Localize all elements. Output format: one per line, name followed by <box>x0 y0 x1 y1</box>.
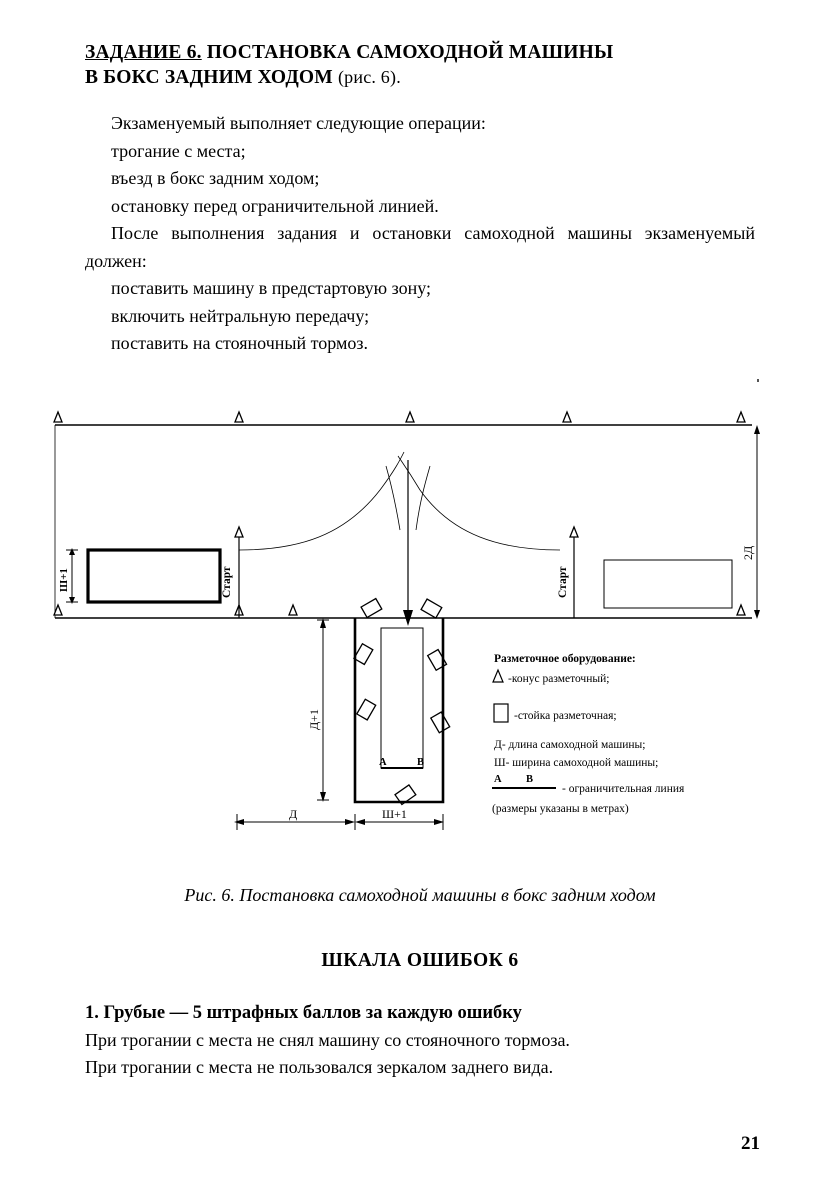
label-width-left: Ш+1 <box>58 568 70 592</box>
page-content <box>85 40 755 358</box>
figure-reference: (рис. 6). <box>337 67 401 87</box>
legend-cone: -конус разметочный; <box>508 673 610 685</box>
scale-title: ШКАЛА ОШИБОК 6 <box>321 950 519 971</box>
errors-section <box>85 1000 755 1081</box>
error-item: При трогании с места не пользовался зеркалом заднего вида. <box>85 1057 554 1077</box>
legend-title: Разметочное оборудование: <box>494 653 636 665</box>
label-box-width: Ш+1 <box>382 807 407 821</box>
label-start-left: Старт <box>221 566 233 598</box>
label-distance: Д <box>289 807 298 821</box>
task-label: ЗАДАНИЕ 6. <box>85 42 202 63</box>
label-b: В <box>417 757 425 768</box>
legend-note-d: Д- длина самоходной машины; <box>494 739 646 751</box>
operation-item: остановку перед ограничительной линией. <box>111 195 439 216</box>
intro-section <box>85 110 755 358</box>
legend-limit-a: А <box>494 774 502 785</box>
legend-limit-b: В <box>526 774 534 785</box>
label-2d: 2Д <box>741 545 755 560</box>
errors-subtitle: 1. Грубые — 5 штрафных баллов за каждую ошибку <box>85 1003 522 1023</box>
operation-item: трогание с места; <box>111 140 246 161</box>
after-item: включить нейтральную передачу; <box>111 305 370 326</box>
after-lead: После выполнения задания и остановки самоходной машины экзаменуемый должен: <box>85 223 755 271</box>
figure-caption: Рис. 6. Постановка самоходной машины в бокс задним ходом <box>184 885 656 905</box>
error-item: При трогании с места не снял машину со стояночного тормоза. <box>85 1030 570 1050</box>
page-number: 21 <box>741 1133 760 1154</box>
legend-note-sh: Ш- ширина самоходной машины; <box>494 757 659 769</box>
task-title-line1: ПОСТАНОВКА САМОХОДНОЙ МАШИНЫ <box>206 42 614 63</box>
after-item: поставить на стояночный тормоз. <box>111 333 368 353</box>
task-title-line2: В БОКС ЗАДНИМ ХОДОМ <box>85 67 333 88</box>
intro-lead: Экзаменуемый выполняет следующие операции: <box>111 113 486 133</box>
legend-units: (размеры указаны в метрах) <box>492 803 629 815</box>
label-start-right: Старт <box>557 566 569 598</box>
legend-limit-line: - ограничительная линия <box>562 783 685 795</box>
legend-post: -стойка разметочная; <box>514 710 617 722</box>
operation-item: въезд в бокс задним ходом; <box>111 168 320 188</box>
label-a: А <box>379 757 387 768</box>
page-title <box>85 40 755 90</box>
label-depth: Д+1 <box>307 709 321 730</box>
after-item: поставить машину в предстартовую зону; <box>111 278 431 298</box>
figure-diagram <box>0 370 840 870</box>
